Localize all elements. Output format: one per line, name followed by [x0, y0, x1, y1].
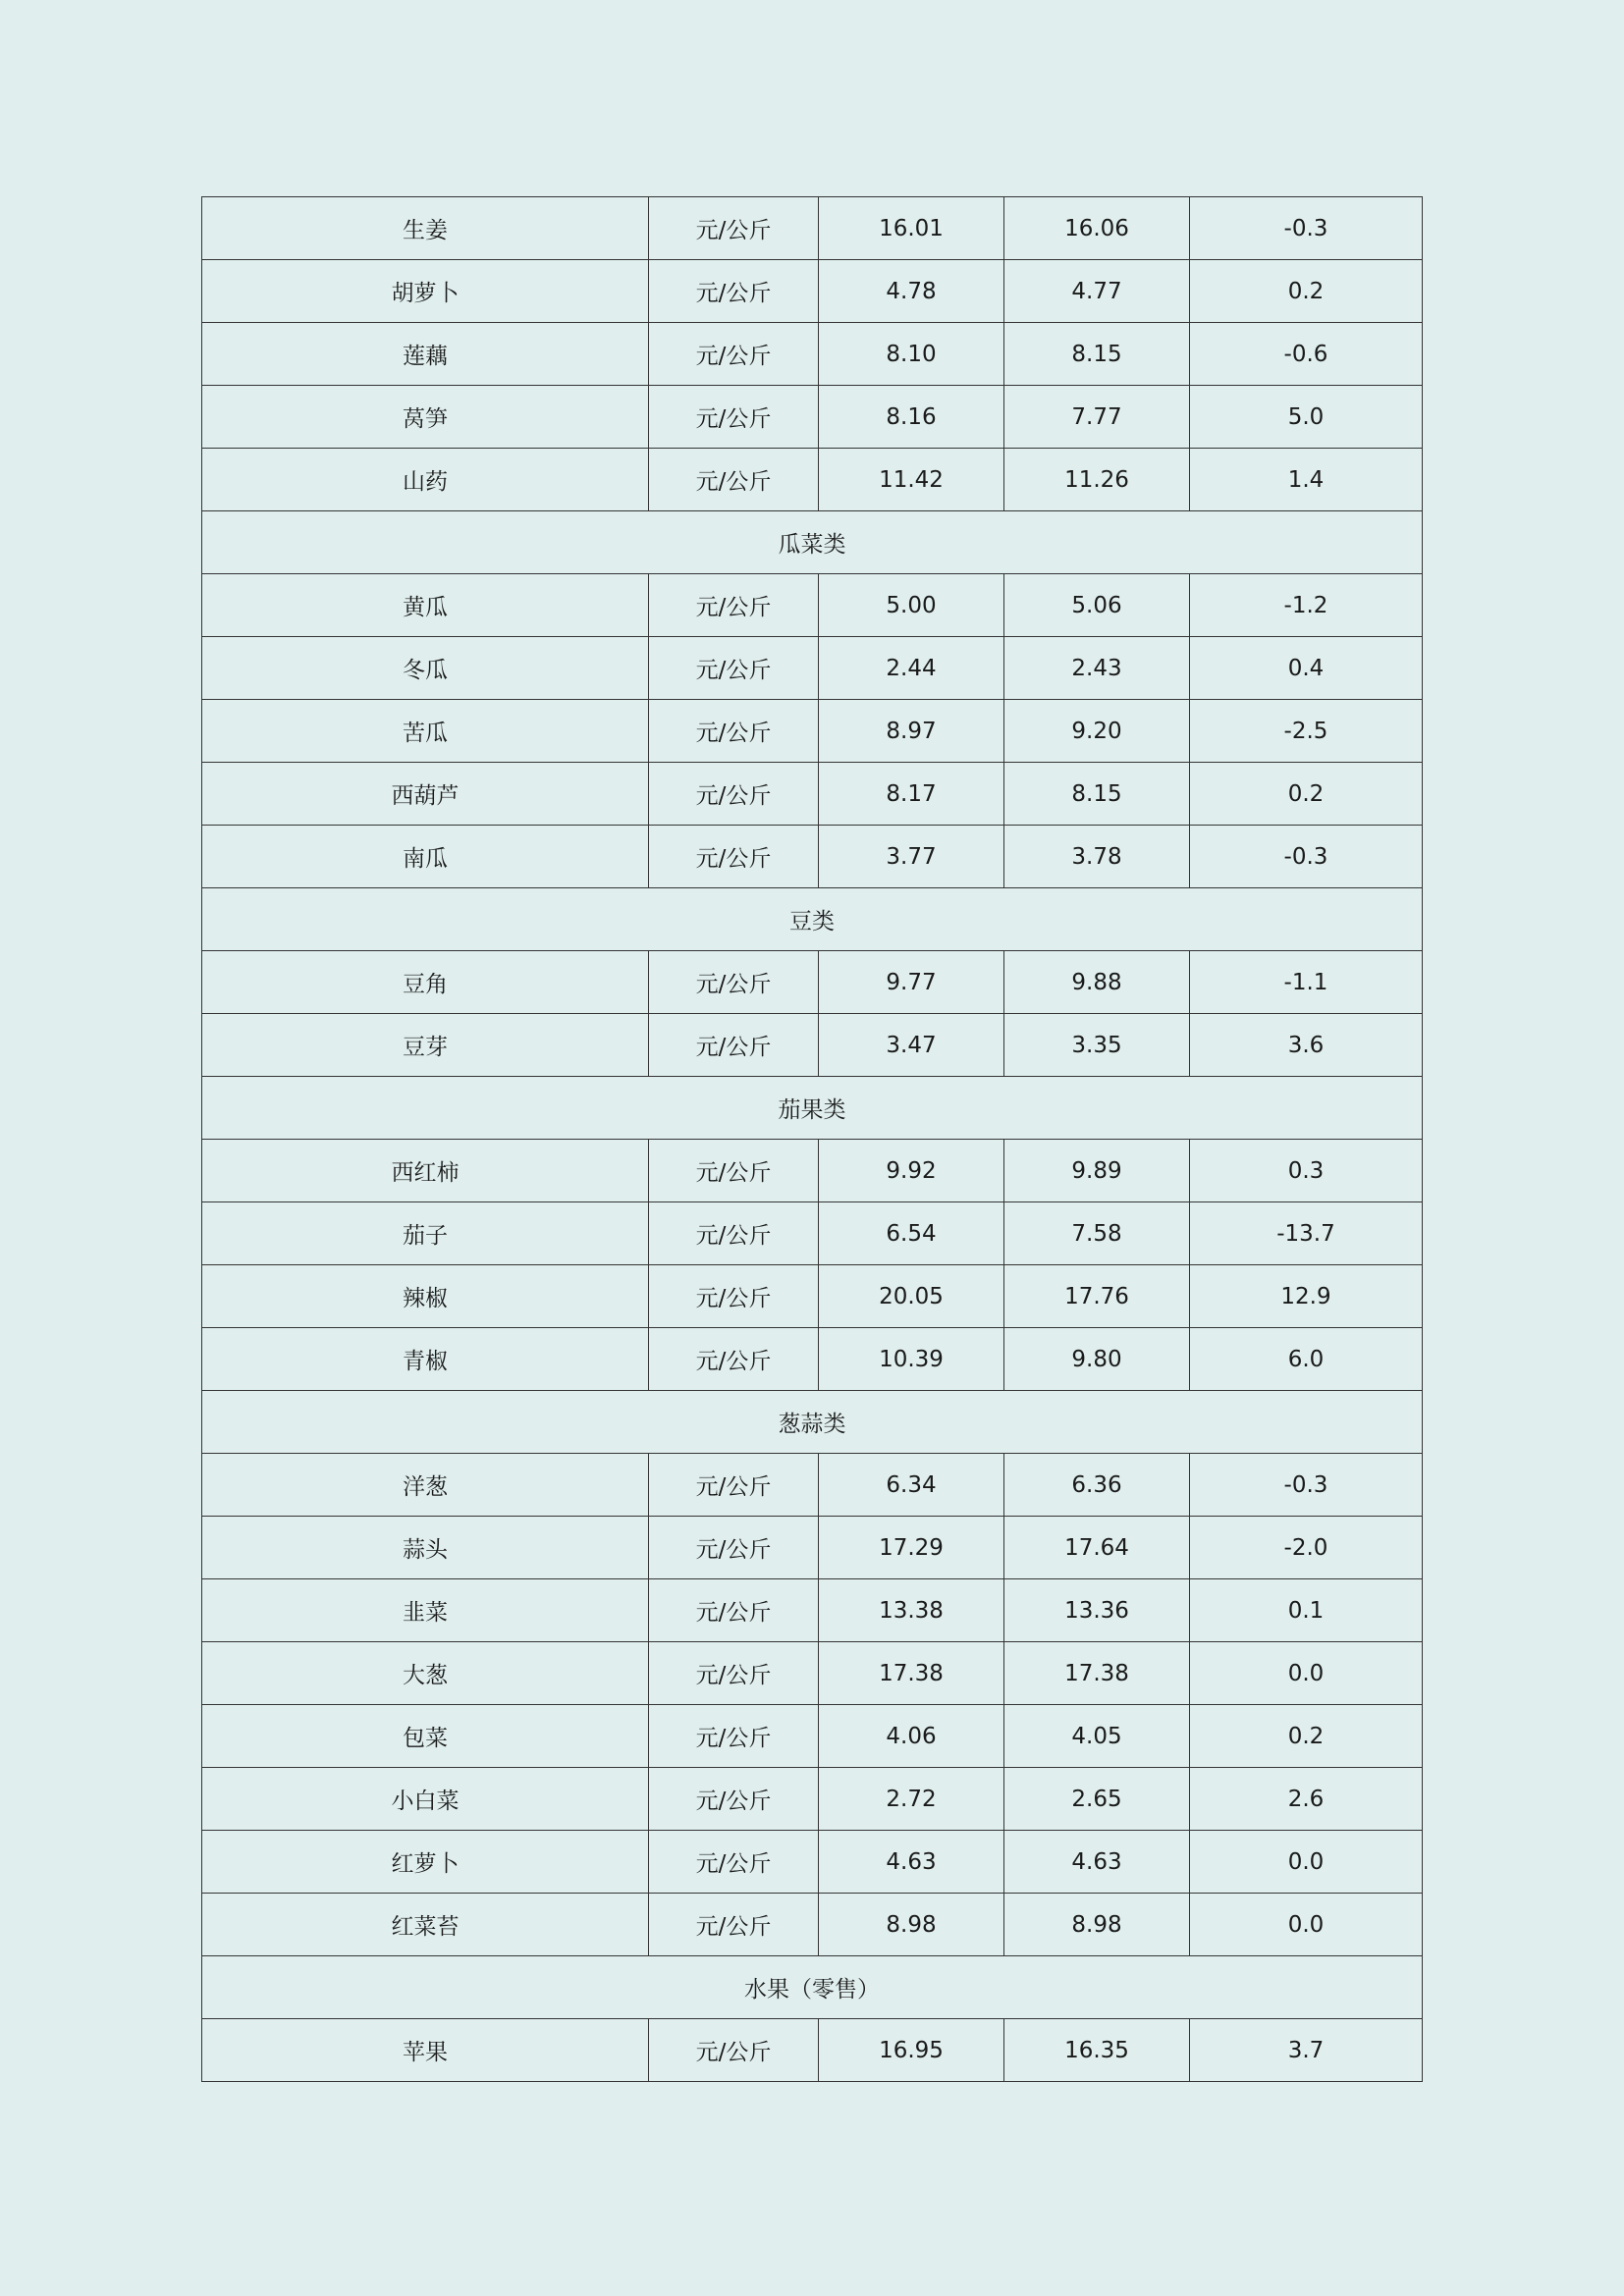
- previous-price-cell: 7.58: [1004, 1202, 1190, 1265]
- table-row: [202, 1642, 1423, 1705]
- unit-cell: 元/公斤: [649, 763, 819, 826]
- category-label: 瓜菜类: [202, 511, 1423, 574]
- unit-cell: 元/公斤: [649, 449, 819, 511]
- change-percent-cell: 0.2: [1190, 260, 1423, 323]
- unit-cell: 元/公斤: [649, 1014, 819, 1077]
- unit-cell: 元/公斤: [649, 1454, 819, 1517]
- item-name-cell: 莴笋: [202, 386, 649, 449]
- table-row: [202, 386, 1423, 449]
- unit-cell: 元/公斤: [649, 1768, 819, 1831]
- current-price-cell: 16.95: [819, 2019, 1004, 2082]
- category-row: [202, 1077, 1423, 1140]
- item-name-cell: 西红柿: [202, 1140, 649, 1202]
- item-name-cell: 大葱: [202, 1642, 649, 1705]
- item-name-cell: 黄瓜: [202, 574, 649, 637]
- current-price-cell: 6.54: [819, 1202, 1004, 1265]
- unit-cell: 元/公斤: [649, 1517, 819, 1579]
- change-percent-cell: 0.1: [1190, 1579, 1423, 1642]
- unit-cell: 元/公斤: [649, 700, 819, 763]
- previous-price-cell: 11.26: [1004, 449, 1190, 511]
- item-name-cell: 包菜: [202, 1705, 649, 1768]
- unit-cell: 元/公斤: [649, 1328, 819, 1391]
- category-row: [202, 888, 1423, 951]
- price-table-body: [202, 197, 1423, 2082]
- item-name-cell: 苦瓜: [202, 700, 649, 763]
- table-row: [202, 1265, 1423, 1328]
- item-name-cell: 小白菜: [202, 1768, 649, 1831]
- category-label: 水果（零售）: [202, 1956, 1423, 2019]
- table-row: [202, 1768, 1423, 1831]
- current-price-cell: 8.17: [819, 763, 1004, 826]
- change-percent-cell: -2.0: [1190, 1517, 1423, 1579]
- unit-cell: 元/公斤: [649, 260, 819, 323]
- unit-cell: 元/公斤: [649, 323, 819, 386]
- previous-price-cell: 17.64: [1004, 1517, 1190, 1579]
- previous-price-cell: 3.35: [1004, 1014, 1190, 1077]
- table-row: [202, 1831, 1423, 1894]
- table-row: [202, 700, 1423, 763]
- current-price-cell: 3.47: [819, 1014, 1004, 1077]
- current-price-cell: 13.38: [819, 1579, 1004, 1642]
- change-percent-cell: -0.3: [1190, 197, 1423, 260]
- table-row: [202, 1454, 1423, 1517]
- unit-cell: 元/公斤: [649, 951, 819, 1014]
- item-name-cell: 洋葱: [202, 1454, 649, 1517]
- previous-price-cell: 2.43: [1004, 637, 1190, 700]
- current-price-cell: 6.34: [819, 1454, 1004, 1517]
- item-name-cell: 茄子: [202, 1202, 649, 1265]
- table-row: [202, 1328, 1423, 1391]
- change-percent-cell: -13.7: [1190, 1202, 1423, 1265]
- current-price-cell: 8.16: [819, 386, 1004, 449]
- change-percent-cell: -0.6: [1190, 323, 1423, 386]
- change-percent-cell: 0.0: [1190, 1831, 1423, 1894]
- current-price-cell: 9.77: [819, 951, 1004, 1014]
- item-name-cell: 辣椒: [202, 1265, 649, 1328]
- category-row: [202, 1956, 1423, 2019]
- previous-price-cell: 9.89: [1004, 1140, 1190, 1202]
- current-price-cell: 8.97: [819, 700, 1004, 763]
- table-row: [202, 951, 1423, 1014]
- change-percent-cell: 0.0: [1190, 1642, 1423, 1705]
- unit-cell: 元/公斤: [649, 1579, 819, 1642]
- current-price-cell: 8.98: [819, 1894, 1004, 1956]
- unit-cell: 元/公斤: [649, 1202, 819, 1265]
- item-name-cell: 豆芽: [202, 1014, 649, 1077]
- change-percent-cell: 6.0: [1190, 1328, 1423, 1391]
- item-name-cell: 莲藕: [202, 323, 649, 386]
- table-row: [202, 449, 1423, 511]
- current-price-cell: 4.06: [819, 1705, 1004, 1768]
- unit-cell: 元/公斤: [649, 386, 819, 449]
- change-percent-cell: 12.9: [1190, 1265, 1423, 1328]
- previous-price-cell: 5.06: [1004, 574, 1190, 637]
- previous-price-cell: 4.77: [1004, 260, 1190, 323]
- change-percent-cell: 3.6: [1190, 1014, 1423, 1077]
- current-price-cell: 2.72: [819, 1768, 1004, 1831]
- current-price-cell: 5.00: [819, 574, 1004, 637]
- unit-cell: 元/公斤: [649, 2019, 819, 2082]
- table-row: [202, 1705, 1423, 1768]
- item-name-cell: 红菜苔: [202, 1894, 649, 1956]
- item-name-cell: 冬瓜: [202, 637, 649, 700]
- category-label: 豆类: [202, 888, 1423, 951]
- item-name-cell: 苹果: [202, 2019, 649, 2082]
- previous-price-cell: 2.65: [1004, 1768, 1190, 1831]
- item-name-cell: 西葫芦: [202, 763, 649, 826]
- item-name-cell: 胡萝卜: [202, 260, 649, 323]
- table-row: [202, 1517, 1423, 1579]
- current-price-cell: 17.38: [819, 1642, 1004, 1705]
- item-name-cell: 南瓜: [202, 826, 649, 888]
- unit-cell: 元/公斤: [649, 574, 819, 637]
- table-row: [202, 1202, 1423, 1265]
- previous-price-cell: 3.78: [1004, 826, 1190, 888]
- change-percent-cell: 0.2: [1190, 1705, 1423, 1768]
- current-price-cell: 11.42: [819, 449, 1004, 511]
- previous-price-cell: 9.20: [1004, 700, 1190, 763]
- change-percent-cell: -2.5: [1190, 700, 1423, 763]
- previous-price-cell: 16.06: [1004, 197, 1190, 260]
- change-percent-cell: 0.0: [1190, 1894, 1423, 1956]
- previous-price-cell: 8.98: [1004, 1894, 1190, 1956]
- unit-cell: 元/公斤: [649, 826, 819, 888]
- table-row: [202, 1894, 1423, 1956]
- current-price-cell: 10.39: [819, 1328, 1004, 1391]
- category-label: 茄果类: [202, 1077, 1423, 1140]
- change-percent-cell: 1.4: [1190, 449, 1423, 511]
- table-row: [202, 1140, 1423, 1202]
- table-row: [202, 2019, 1423, 2082]
- price-table: [201, 196, 1423, 2082]
- change-percent-cell: 0.3: [1190, 1140, 1423, 1202]
- item-name-cell: 青椒: [202, 1328, 649, 1391]
- previous-price-cell: 17.38: [1004, 1642, 1190, 1705]
- category-row: [202, 511, 1423, 574]
- previous-price-cell: 6.36: [1004, 1454, 1190, 1517]
- previous-price-cell: 4.63: [1004, 1831, 1190, 1894]
- current-price-cell: 9.92: [819, 1140, 1004, 1202]
- table-row: [202, 197, 1423, 260]
- previous-price-cell: 8.15: [1004, 323, 1190, 386]
- change-percent-cell: -0.3: [1190, 1454, 1423, 1517]
- table-row: [202, 826, 1423, 888]
- change-percent-cell: 2.6: [1190, 1768, 1423, 1831]
- change-percent-cell: 5.0: [1190, 386, 1423, 449]
- table-row: [202, 323, 1423, 386]
- item-name-cell: 山药: [202, 449, 649, 511]
- change-percent-cell: 0.4: [1190, 637, 1423, 700]
- table-row: [202, 1579, 1423, 1642]
- unit-cell: 元/公斤: [649, 1831, 819, 1894]
- category-label: 葱蒜类: [202, 1391, 1423, 1454]
- unit-cell: 元/公斤: [649, 637, 819, 700]
- change-percent-cell: -1.2: [1190, 574, 1423, 637]
- previous-price-cell: 9.88: [1004, 951, 1190, 1014]
- item-name-cell: 生姜: [202, 197, 649, 260]
- table-row: [202, 260, 1423, 323]
- current-price-cell: 4.63: [819, 1831, 1004, 1894]
- previous-price-cell: 7.77: [1004, 386, 1190, 449]
- table-row: [202, 574, 1423, 637]
- item-name-cell: 豆角: [202, 951, 649, 1014]
- change-percent-cell: -0.3: [1190, 826, 1423, 888]
- current-price-cell: 8.10: [819, 323, 1004, 386]
- previous-price-cell: 8.15: [1004, 763, 1190, 826]
- item-name-cell: 韭菜: [202, 1579, 649, 1642]
- table-row: [202, 763, 1423, 826]
- unit-cell: 元/公斤: [649, 1705, 819, 1768]
- category-row: [202, 1391, 1423, 1454]
- table-row: [202, 637, 1423, 700]
- item-name-cell: 红萝卜: [202, 1831, 649, 1894]
- change-percent-cell: 3.7: [1190, 2019, 1423, 2082]
- item-name-cell: 蒜头: [202, 1517, 649, 1579]
- unit-cell: 元/公斤: [649, 1265, 819, 1328]
- current-price-cell: 16.01: [819, 197, 1004, 260]
- unit-cell: 元/公斤: [649, 1642, 819, 1705]
- unit-cell: 元/公斤: [649, 1894, 819, 1956]
- table-row: [202, 1014, 1423, 1077]
- previous-price-cell: 16.35: [1004, 2019, 1190, 2082]
- current-price-cell: 4.78: [819, 260, 1004, 323]
- current-price-cell: 17.29: [819, 1517, 1004, 1579]
- unit-cell: 元/公斤: [649, 1140, 819, 1202]
- previous-price-cell: 9.80: [1004, 1328, 1190, 1391]
- current-price-cell: 2.44: [819, 637, 1004, 700]
- previous-price-cell: 17.76: [1004, 1265, 1190, 1328]
- change-percent-cell: -1.1: [1190, 951, 1423, 1014]
- unit-cell: 元/公斤: [649, 197, 819, 260]
- change-percent-cell: 0.2: [1190, 763, 1423, 826]
- previous-price-cell: 13.36: [1004, 1579, 1190, 1642]
- previous-price-cell: 4.05: [1004, 1705, 1190, 1768]
- current-price-cell: 3.77: [819, 826, 1004, 888]
- current-price-cell: 20.05: [819, 1265, 1004, 1328]
